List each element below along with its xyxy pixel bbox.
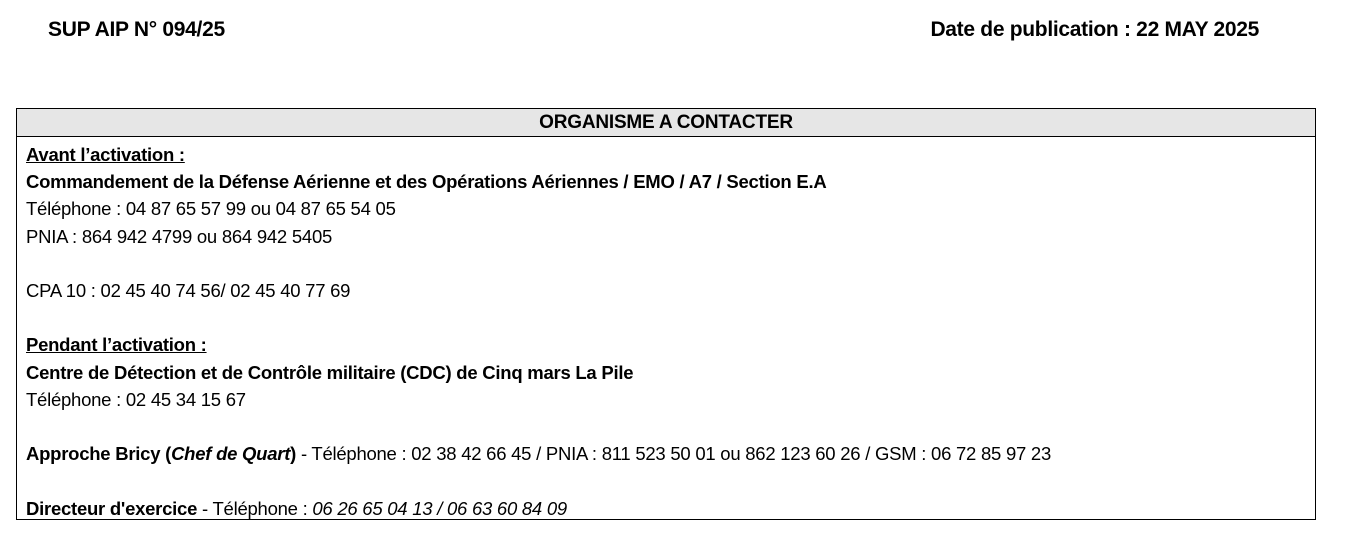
director-phones: 06 26 65 04 13 / 06 63 60 84 09 <box>312 497 567 519</box>
sup-aip-number: SUP AIP N° 094/25 <box>48 18 225 41</box>
spacer <box>26 250 1306 277</box>
before-activation-phone: Téléphone : 04 87 65 57 99 ou 04 87 65 54 05 <box>26 198 396 220</box>
contact-box-body <box>17 137 1315 522</box>
approach-numbers: - Téléphone : 02 38 42 66 45 / PNIA : 811 523 50 01 ou 862 123 60 26 / GSM : 06 72 85 97 23 <box>296 443 1051 465</box>
before-activation-organisation: Commandement de la Défense Aérienne et des Opérations Aériennes / EMO / A7 / Section E.A <box>26 171 827 193</box>
director-phone-label: - Téléphone : <box>197 497 313 519</box>
approach-label: Approche Bricy ( <box>26 443 172 465</box>
cpa-contact: CPA 10 : 02 45 40 74 56/ 02 45 40 77 69 <box>26 280 351 301</box>
spacer <box>26 304 1306 331</box>
spacer <box>26 413 1306 440</box>
approach-contact <box>26 440 1306 467</box>
contact-box <box>16 108 1316 520</box>
director-contact <box>26 495 1306 522</box>
spacer <box>26 467 1306 494</box>
during-activation-organisation: Centre de Détection et de Contrôle militaire (CDC) de Cinq mars La Pile <box>26 361 634 383</box>
before-activation-heading: Avant l’activation : <box>26 144 185 165</box>
publication-date: Date de publication : 22 MAY 2025 <box>930 18 1259 41</box>
during-activation-phone: Téléphone : 02 45 34 15 67 <box>26 388 246 410</box>
contact-box-title: ORGANISME A CONTACTER <box>17 109 1315 137</box>
approach-close: ) <box>290 443 297 465</box>
during-activation-heading: Pendant l’activation : <box>26 334 207 356</box>
approach-role: Chef de Quart <box>171 443 291 465</box>
director-label: Directeur d'exercice <box>26 497 198 519</box>
before-activation-pnia: PNIA : 864 942 4799 ou 864 942 5405 <box>26 225 333 247</box>
